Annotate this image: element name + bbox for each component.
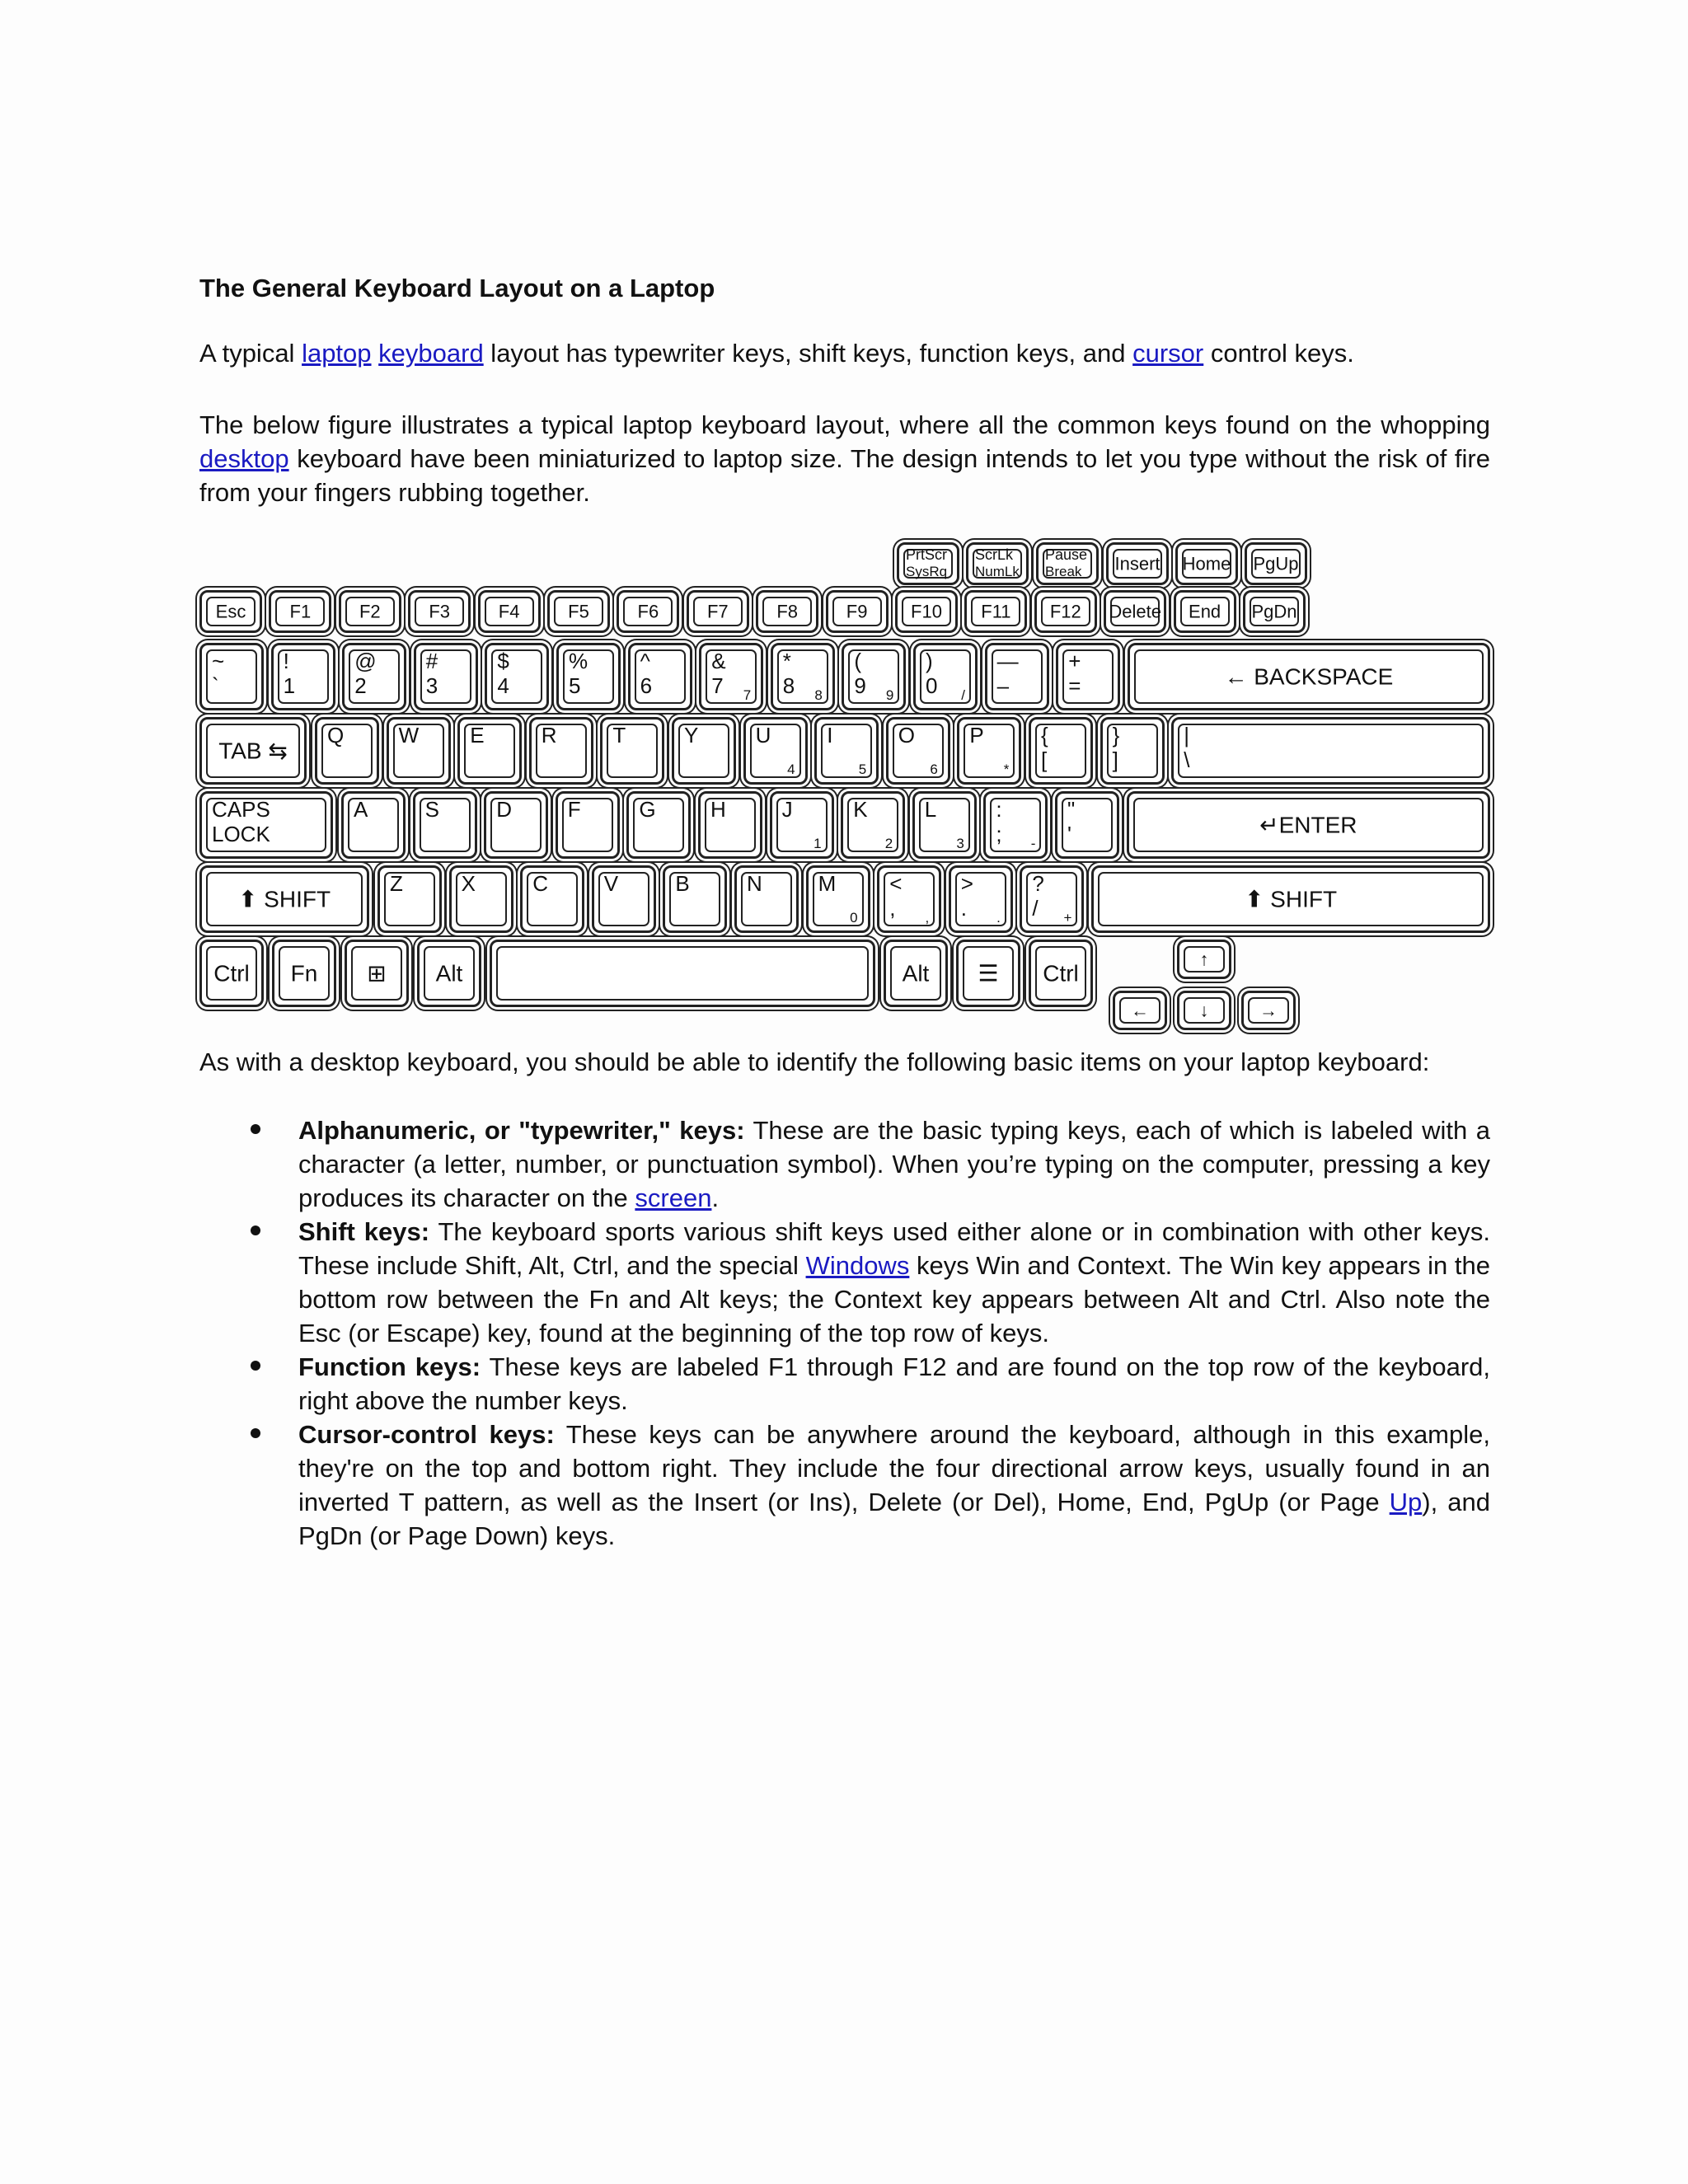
key-label: *: [782, 649, 791, 674]
bullet-icon: [251, 1124, 260, 1134]
key-shift: [592, 865, 656, 933]
key-shift: [806, 865, 870, 933]
key-label: ← BACKSPACE: [1224, 663, 1394, 690]
key-label: ?: [1032, 871, 1044, 897]
key-label: F6: [637, 601, 659, 622]
key: [1029, 717, 1093, 785]
key-label: L: [924, 797, 937, 823]
figure-text: The below figure illustrates a typical laptop keyboard layout, where all the common keys found on the whopping: [199, 410, 1490, 440]
key-shift: [449, 865, 513, 933]
key-label: 5: [569, 673, 581, 699]
key-label: +: [1068, 649, 1081, 674]
key-ctrl: [199, 940, 264, 1007]
key-f7: [687, 590, 749, 633]
key-label: ⬆ SHIFT: [237, 886, 331, 912]
key-label: ⬆ SHIFT: [1244, 886, 1338, 912]
key-label: U: [755, 723, 771, 748]
key-label: –: [996, 673, 1010, 699]
key-label: ": [1067, 797, 1076, 823]
key: [841, 791, 905, 859]
item-text: These are the basic typing keys, each of which is labeled with a character (a letter, number, or punctuation symbol). When you’re typing on the computer, pressing a key produces its character on the: [298, 1116, 1490, 1213]
key-label: F1: [289, 601, 312, 622]
key-label: End: [1189, 601, 1221, 622]
item-text: ), and PgDn (or Page Down) keys.: [298, 1488, 1491, 1551]
key-shift: [377, 865, 442, 933]
key-label: Alt: [435, 960, 463, 987]
key-label: ': [1067, 822, 1071, 847]
key-label: F9: [846, 601, 868, 622]
key-label: V: [603, 871, 619, 897]
intro-paragraph: [199, 336, 1490, 370]
up-link[interactable]: Up: [1389, 1488, 1423, 1517]
key: [1100, 717, 1165, 785]
key-label: F5: [568, 601, 589, 622]
key-label: S: [424, 797, 439, 823]
key-label: —: [996, 649, 1019, 674]
key-label: Z: [390, 871, 403, 897]
windows-icon: [345, 940, 409, 1007]
key-label: F11: [981, 601, 1011, 622]
key-label: @: [354, 649, 377, 674]
key: [1171, 717, 1490, 785]
figure-text: keyboard have been miniaturized to laptop size. The design intends to let you type without the risk of fire from your fingers rubbing together.: [199, 444, 1490, 508]
key-label: CAPS: [212, 797, 270, 823]
key-label: ScrLk: [975, 546, 1014, 564]
key-home: [1175, 542, 1238, 585]
key-label: 4: [787, 762, 795, 778]
key: [842, 643, 906, 710]
key: [985, 643, 1049, 710]
key-types-list: [199, 1113, 1490, 1553]
key-label: -: [1030, 836, 1036, 852]
key-label: 7: [743, 687, 752, 704]
key-label: ): [926, 649, 933, 674]
key-pgdn: [1243, 590, 1306, 633]
key-esc: [199, 590, 262, 633]
key-label: 9: [854, 673, 866, 699]
item-text: These keys are labeled F1 through F12 and are found on the top row of the keyboard, right above the number keys.: [298, 1352, 1490, 1416]
key-space: [490, 940, 875, 1007]
key-label: |: [1184, 723, 1189, 748]
key-label: F4: [498, 601, 520, 622]
key-insert: [1106, 542, 1169, 585]
key-f6: [617, 590, 679, 633]
key-label: 6: [930, 762, 938, 778]
key-label: F8: [776, 601, 799, 622]
key-label: 1: [283, 673, 296, 699]
context-menu-icon: ☰: [978, 960, 999, 987]
key-scrlk: [966, 542, 1029, 585]
key-f3: [408, 590, 471, 633]
key-label: Home: [1182, 553, 1231, 574]
key: [983, 791, 1048, 859]
intro-text: [372, 339, 379, 368]
key-label: 6: [640, 673, 653, 699]
key-enter: [1127, 791, 1490, 859]
key-delete: [1104, 590, 1166, 633]
key-shift: [663, 865, 727, 933]
key: [556, 791, 620, 859]
key-label: Fn: [290, 960, 318, 987]
key-label: E: [470, 723, 485, 748]
windows-link[interactable]: Windows: [805, 1251, 910, 1281]
key-shift: [1020, 865, 1084, 933]
arrow-right-icon: [1241, 991, 1296, 1030]
key-label: #: [425, 649, 438, 674]
key-label: C: [532, 871, 548, 897]
key-f11: [964, 590, 1027, 633]
key-label: .: [960, 896, 968, 921]
key-f12: [1034, 590, 1097, 633]
key-f9: [826, 590, 889, 633]
outro-paragraph: As with a desktop keyboard, you should be able to identify the following basic items on your laptop keyboard:: [199, 1047, 1430, 1077]
arrow-left-icon: [1113, 991, 1167, 1030]
key-label: 2: [884, 836, 893, 852]
keyboard-link[interactable]: keyboard: [378, 339, 484, 368]
key-f5: [547, 590, 610, 633]
key-label: TAB ⇆: [218, 738, 288, 764]
key-shift: [1091, 865, 1490, 933]
key-label: 5: [858, 762, 867, 778]
key: [315, 717, 379, 785]
key-alt: [417, 940, 481, 1007]
arrow-up-icon: ↑: [1199, 949, 1209, 970]
key: [342, 643, 406, 710]
key-label: X: [461, 871, 476, 897]
figure-paragraph: [199, 408, 1490, 509]
windows-icon: ⊞: [367, 960, 387, 987]
key-label: >: [960, 871, 973, 897]
intro-text: layout has typewriter keys, shift keys, function keys, and: [483, 339, 1133, 368]
intro-text: A typical: [199, 339, 302, 368]
key-shift: [877, 865, 941, 933]
bullet-icon: [251, 1361, 260, 1371]
key-label: ^: [640, 649, 650, 674]
arrow-down-icon: [1177, 991, 1231, 1030]
key-f1: [269, 590, 331, 633]
key: [957, 717, 1021, 785]
key-label: (: [854, 649, 862, 674]
key: [770, 791, 834, 859]
key: [699, 643, 763, 710]
key-label: ]: [1112, 748, 1118, 773]
key-pause: [1036, 542, 1099, 585]
key-alt: [884, 940, 948, 1007]
key-label: ~: [212, 649, 225, 674]
key-label: N: [747, 871, 762, 897]
key-label: F3: [429, 601, 451, 622]
key-label: +: [1063, 910, 1072, 926]
key-face: [1178, 724, 1484, 778]
key-label: Ctrl: [213, 960, 250, 987]
page-title: The General Keyboard Layout on a Laptop: [199, 274, 715, 302]
key-label: P: [969, 723, 984, 748]
key-label: ,: [925, 910, 930, 926]
key-label: 9: [885, 687, 894, 704]
key: [698, 791, 762, 859]
key-label: F12: [1049, 601, 1081, 622]
key: [1055, 791, 1119, 859]
key-label: 8: [814, 687, 823, 704]
key-label: \: [1184, 748, 1190, 773]
key-label: 1: [814, 836, 822, 852]
key-label: A: [354, 797, 368, 823]
key-face: [496, 946, 869, 1001]
key-pgup: [1245, 542, 1307, 585]
item-heading: Alphanumeric, or "typewriter," keys:: [298, 1116, 745, 1146]
key-label: 4: [497, 673, 509, 699]
key-label: .: [996, 910, 1001, 926]
key-shift: [199, 865, 369, 933]
item-text: keys Win and Context. The Win key appears in the bottom row between the Fn and Alt keys; the Context key appears between Alt and Ctrl. Also note the Esc (or Escape) key, found at the beginning of the top row of keys.: [298, 1251, 1490, 1348]
key-label: R: [541, 723, 557, 748]
key: [814, 717, 879, 785]
key-label: Insert: [1114, 553, 1160, 574]
key-label: M: [818, 871, 837, 897]
key-label: Break: [1045, 564, 1082, 580]
key-label: /: [961, 687, 965, 704]
item-heading: Cursor-control keys:: [298, 1420, 555, 1450]
list-item: [199, 1418, 1490, 1553]
key-label: :: [996, 797, 1002, 823]
key-label: `: [212, 673, 219, 699]
desktop-link[interactable]: desktop: [199, 444, 289, 474]
key-label: 0: [850, 910, 858, 926]
key: [556, 643, 621, 710]
keyboard-figure: [199, 542, 1490, 1045]
cursor-link[interactable]: cursor: [1132, 339, 1204, 368]
item-heading: Function keys:: [298, 1352, 481, 1382]
list-item: [199, 1350, 1490, 1418]
key-prtscr: [897, 542, 959, 585]
key-label: T: [612, 723, 626, 748]
key-label: F: [567, 797, 581, 823]
key-label: ;: [996, 822, 1002, 847]
key-label: Y: [684, 723, 699, 748]
key: [484, 791, 548, 859]
key-label: 2: [354, 673, 367, 699]
key-label: [: [1041, 748, 1048, 773]
key: [199, 643, 264, 710]
key-label: PrtScr: [906, 546, 948, 564]
key-label: &: [711, 649, 726, 674]
screen-link[interactable]: screen: [635, 1183, 712, 1213]
key: [600, 717, 664, 785]
key-label: Alt: [902, 960, 930, 987]
key-label: PgUp: [1253, 553, 1299, 574]
key-fn: [272, 940, 336, 1007]
arrow-left-icon: ←: [1131, 1000, 1149, 1021]
key-label: NumLk: [975, 564, 1020, 580]
key-label: ↵ENTER: [1259, 812, 1357, 838]
key-label: Q: [327, 723, 345, 748]
item-heading: Shift keys:: [298, 1217, 430, 1247]
intro-text: control keys.: [1203, 339, 1354, 368]
key-backspace: [1128, 643, 1490, 710]
key-label: G: [639, 797, 656, 823]
key-label: F7: [706, 601, 729, 622]
key: [413, 791, 477, 859]
key-label: Pause: [1045, 546, 1088, 564]
key-f10: [895, 590, 958, 633]
key-label: Esc: [215, 601, 246, 622]
key-shift: [949, 865, 1013, 933]
arrow-right-icon: →: [1259, 1000, 1278, 1021]
key-f8: [756, 590, 818, 633]
key-end: [1174, 590, 1236, 633]
document-page: [199, 272, 1490, 1553]
item-text: The keyboard sports various shift keys used either alone or in combination with other keys. These include Shift, Alt, Ctrl, and the special: [298, 1217, 1490, 1281]
key-label: LOCK: [212, 822, 270, 847]
key: [912, 791, 977, 859]
key: [628, 643, 692, 710]
arrow-down-icon: ↓: [1199, 1000, 1209, 1021]
list-item: [199, 1215, 1490, 1350]
key-tab: [199, 717, 307, 785]
key-shift: [734, 865, 799, 933]
key-f4: [478, 590, 541, 633]
key-label: O: [898, 723, 916, 748]
key: [457, 717, 522, 785]
key-label: Ctrl: [1043, 960, 1079, 987]
key-label: F10: [911, 601, 942, 622]
key-label: W: [398, 723, 420, 748]
key-label: =: [1068, 673, 1081, 699]
key: [341, 791, 406, 859]
key: [771, 643, 835, 710]
key-f2: [339, 590, 401, 633]
key-label: 7: [711, 673, 724, 699]
key-label: I: [827, 723, 833, 748]
key-label: ,: [889, 896, 896, 921]
key-label: /: [1032, 896, 1039, 921]
key: [485, 643, 549, 710]
key-label: F2: [359, 601, 381, 622]
key-label: J: [781, 797, 793, 823]
bullet-icon: [251, 1428, 260, 1438]
key-label: {: [1041, 723, 1048, 748]
key-label: 3: [956, 836, 964, 852]
key-label: }: [1112, 723, 1120, 748]
key-label: %: [569, 649, 588, 674]
key-label: <: [889, 871, 903, 897]
key-label: $: [497, 649, 509, 674]
key: [743, 717, 808, 785]
item-text: .: [711, 1183, 720, 1213]
key: [626, 791, 691, 859]
list-item: [199, 1113, 1490, 1215]
laptop-link[interactable]: laptop: [302, 339, 372, 368]
key-label: 3: [425, 673, 438, 699]
key-label: D: [496, 797, 512, 823]
arrow-up-icon: [1177, 940, 1231, 979]
bullet-icon: [251, 1226, 260, 1235]
key-label: 0: [926, 673, 938, 699]
key-label: SysRq: [906, 564, 948, 580]
key: [1056, 643, 1120, 710]
key-ctrl: [1029, 940, 1093, 1007]
key-label: *: [1003, 762, 1010, 778]
key: [414, 643, 478, 710]
key: [913, 643, 978, 710]
key: [672, 717, 736, 785]
context-menu-icon: [956, 940, 1020, 1007]
key-label: PgDn: [1251, 601, 1297, 622]
key: [387, 717, 451, 785]
key-label: Delete: [1109, 601, 1161, 622]
key: [271, 643, 335, 710]
key-label: H: [710, 797, 726, 823]
key-caps-lock: [199, 791, 333, 859]
key: [529, 717, 593, 785]
key: [886, 717, 950, 785]
key-label: K: [853, 797, 868, 823]
key-label: 8: [782, 673, 795, 699]
key-label: !: [283, 649, 289, 674]
key-shift: [520, 865, 584, 933]
key-label: B: [675, 871, 690, 897]
item-text: These keys can be anywhere around the keyboard, although in this example, they're on the top and bottom right. They include the four directional arrow keys, usually found in an inverted T pattern, as well as the Insert (or Ins), Delete (or Del), Home, End, PgUp (or Page: [298, 1420, 1490, 1517]
